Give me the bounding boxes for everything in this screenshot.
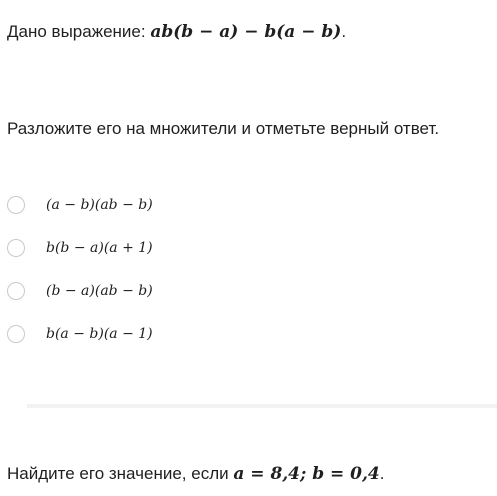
answer-option-label: (a − b)(ab − b) — [46, 197, 153, 213]
answer-option-label: b(b − a)(a + 1) — [46, 240, 153, 256]
question-condition: a = 8,4; b = 0,4 — [233, 464, 380, 484]
answer-option-1[interactable] — [7, 194, 153, 216]
question-prefix: Найдите его значение, если — [7, 464, 234, 483]
answer-option-3[interactable] — [7, 280, 153, 302]
question-suffix: . — [379, 464, 385, 483]
intro-prefix: Дано выражение: — [7, 22, 151, 41]
answer-option-4[interactable] — [7, 323, 153, 345]
answer-option-2[interactable] — [7, 237, 153, 259]
intro-text — [7, 22, 346, 42]
task-instruction: Разложите его на множители и отметьте верный ответ. — [7, 119, 440, 138]
answer-option-label: (b − a)(ab − b) — [46, 283, 153, 299]
intro-suffix: . — [341, 22, 347, 41]
answer-option-label: b(a − b)(a − 1) — [46, 326, 153, 342]
evaluation-question — [7, 464, 385, 484]
radio-button[interactable] — [7, 282, 25, 300]
radio-button[interactable] — [7, 325, 25, 343]
intro-expression: ab(b − a) − b(a − b) — [150, 22, 342, 42]
radio-button[interactable] — [7, 239, 25, 257]
section-divider — [27, 404, 497, 408]
radio-button[interactable] — [7, 196, 25, 214]
